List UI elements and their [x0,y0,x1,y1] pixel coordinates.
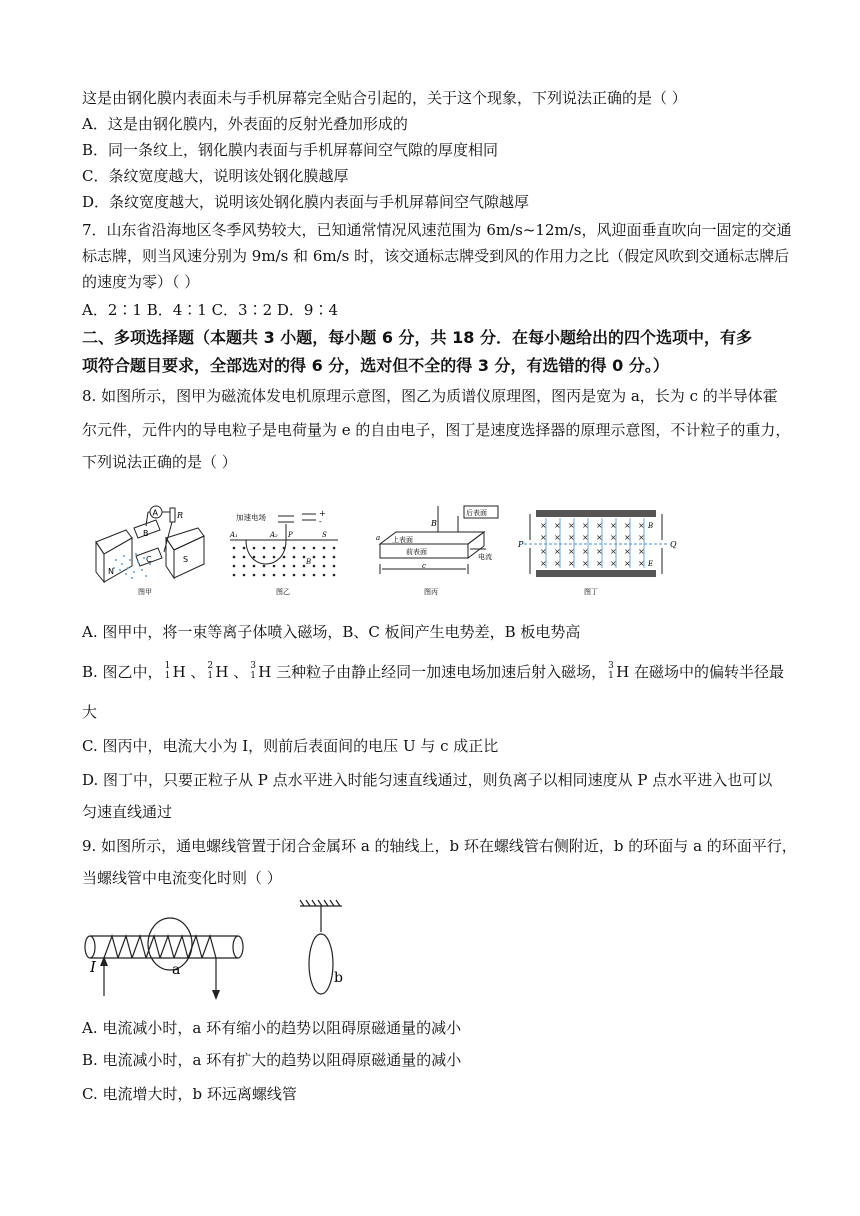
section-2-heading-line-2: 项符合题目要求，全部选对的得 6 分，选对但不全的得 3 分，有选错的得 0 分。） [82,356,669,375]
svg-text:×: × [568,521,575,530]
figure-yi-caption: 图乙 [276,588,290,596]
q7-stem-line-1: 7．山东省沿海地区冬季风势较大，已知通常情况风速范围为 6m/s~12m/s，风迎面垂直吹向一固定的交通 [82,221,792,239]
svg-text:×: × [610,559,617,568]
nuclide-h3-2: 3 1 [608,661,614,681]
q7-stem-line-2: 标志牌，则当风速分别为 9m/s 和 6m/s 时，该交通标志牌受到风的作用力之比（假定风吹到交通标志牌后 [82,247,790,265]
q6-option-a: A．这是由钢化膜内，外表面的反射光叠加形成的 [82,115,408,133]
b-field-label: B [648,522,654,530]
q7-stem-line-3: 的速度为零）（ ） [82,273,200,291]
nuclide-h3: 3 1 [250,661,257,681]
ring-b-label: b [334,970,343,986]
svg-text:×: × [638,559,645,568]
figure-ding-velocity-selector [516,504,684,600]
current-i-label: I [90,958,96,976]
svg-text:×: × [638,521,645,530]
current-label: 电流 [478,553,492,561]
q8-b-part-4: H 三种粒子由静止经同一加速电场加速后射入磁场， [258,663,607,681]
q8-option-b-cont: 大 [82,703,98,721]
plate-b-label: B [143,529,149,538]
top-surface-label: 上表面 [392,536,413,544]
width-a-label: a [376,534,381,542]
svg-text:×: × [624,547,631,556]
b-field-label: B [306,558,312,566]
q8-option-d-cont: 匀速直线通过 [82,803,173,821]
svg-text:×: × [540,559,547,568]
q8-option-b [82,662,784,682]
svg-text:×: × [540,533,547,542]
svg-text:×: × [554,547,561,556]
back-surface-label: 后表面 [466,509,487,517]
a2-label: A₂ [270,531,278,539]
ring-a-label: a [172,962,181,978]
q8-b-prefix: B. 图乙中， [82,663,163,681]
svg-text:×: × [554,521,561,530]
svg-text:×: × [596,521,603,530]
length-c-label: c [422,562,426,570]
svg-text:×: × [540,547,547,556]
svg-text:×: × [554,559,561,568]
q8-stem-line-2: 尔元件，元件内的导电粒子是电荷量为 e 的自由电子，图丁是速度选择器的原理示意图，不计粒子的重力， [82,421,791,439]
q6-option-c: C．条纹宽度越大，说明该处钢化膜越厚 [82,167,349,185]
svg-text:×: × [596,547,603,556]
s-label: S [322,531,327,539]
svg-text:×: × [568,533,575,542]
figure-jia-mhd-generator [86,490,214,600]
ammeter-label: A [152,508,158,518]
svg-text:×: × [582,559,589,568]
e-field-label: E [648,560,654,568]
pole-s-label: S [183,555,189,564]
svg-text:×: × [582,533,589,542]
q-label: Q [670,540,677,549]
b-field-label: B [431,519,437,528]
svg-text:×: × [582,547,589,556]
svg-text:×: × [596,559,603,568]
p-label: P [518,540,524,549]
svg-text:×: × [568,547,575,556]
q8-b-part-2: H 、 [172,663,206,681]
p-label: P [288,531,293,539]
svg-text:×: × [638,547,645,556]
q8-stem-line-1: 8. 如图所示，图甲为磁流体发电机原理示意图，图乙为质谱仪原理图，图丙是宽为 a，长为 c 的半导体霍 [82,387,778,405]
q8-option-d: D. 图丁中，只要正粒子从 P 点水平进入时能匀速直线通过，则负离子以相同速度从 P 点水平进入也可以 [82,771,773,789]
figure-bing-hall-element [366,502,508,600]
q9-stem-line-2: 当螺线管中电流变化时则（ ） [82,869,282,887]
plus-sign: + [319,509,326,518]
nuclide-h1: 1 1 [164,661,171,681]
a1-label: A₁ [230,531,238,539]
q9-option-a: A. 电流减小时，a 环有缩小的趋势以阻碍原磁通量的减小 [82,1019,462,1037]
q8-stem-line-3: 下列说法正确的是（ ） [82,453,237,471]
q7-options: A．2∶1 B．4∶1 C．3∶2 D．9∶4 [82,301,339,319]
figure-q9-solenoid-rings [82,896,362,1010]
q6-stem-line: 这是由钢化膜内表面未与手机屏幕完全贴合引起的，关于这个现象，下列说法正确的是（ ） [82,89,687,107]
svg-text:×: × [540,521,547,530]
q8-b-part-3: H 、 [215,663,249,681]
front-surface-label: 前表面 [406,548,427,556]
svg-text:×: × [582,521,589,530]
figure-bing-caption: 图丙 [424,588,438,596]
q8-option-a: A. 图甲中，将一束等离子体喷入磁场，B、C 板间产生电势差，B 板电势高 [82,623,581,641]
q9-stem-line-1: 9. 如图所示，通电螺线管置于闭合金属环 a 的轴线上，b 环在螺线管右侧附近，b 的环面与 a 的环面平行， [82,837,797,855]
nuclide-h2: 2 1 [207,661,214,681]
figure-ding-caption: 图丁 [584,588,598,596]
section-2-heading-line-1: 二、多项选择题（本题共 3 小题，每小题 6 分，共 18 分．在每小题给出的四个选项中，有多 [82,328,752,347]
svg-text:×: × [610,547,617,556]
resistor-label: R [177,511,184,520]
svg-text:×: × [624,533,631,542]
svg-text:×: × [638,533,645,542]
accel-field-label: 加速电场 [236,513,266,522]
svg-text:×: × [610,521,617,530]
svg-text:×: × [596,533,603,542]
svg-text:×: × [624,559,631,568]
figure-yi-mass-spectrometer [226,504,344,600]
q8-option-c: C. 图丙中，电流大小为 I，则前后表面间的电压 U 与 c 成正比 [82,737,499,755]
svg-text:×: × [568,559,575,568]
svg-text:×: × [624,521,631,530]
plate-c-label: C [146,555,152,564]
q9-option-b: B. 电流减小时，a 环有扩大的趋势以阻碍原磁通量的减小 [82,1051,462,1069]
q6-option-d: D．条纹宽度越大，说明该处钢化膜内表面与手机屏幕间空气隙越厚 [82,193,530,211]
figure-jia-caption: 图甲 [138,588,152,596]
q8-b-part-5: H 在磁场中的偏转半径最 [616,663,784,681]
svg-text:×: × [610,533,617,542]
q9-option-c: C. 电流增大时，b 环远离螺线管 [82,1085,297,1103]
svg-text:×: × [554,533,561,542]
minus-sign: - [319,517,322,526]
q6-option-b: B．同一条纹上，钢化膜内表面与手机屏幕间空气隙的厚度相同 [82,141,499,159]
pole-n-label: N [108,567,114,576]
